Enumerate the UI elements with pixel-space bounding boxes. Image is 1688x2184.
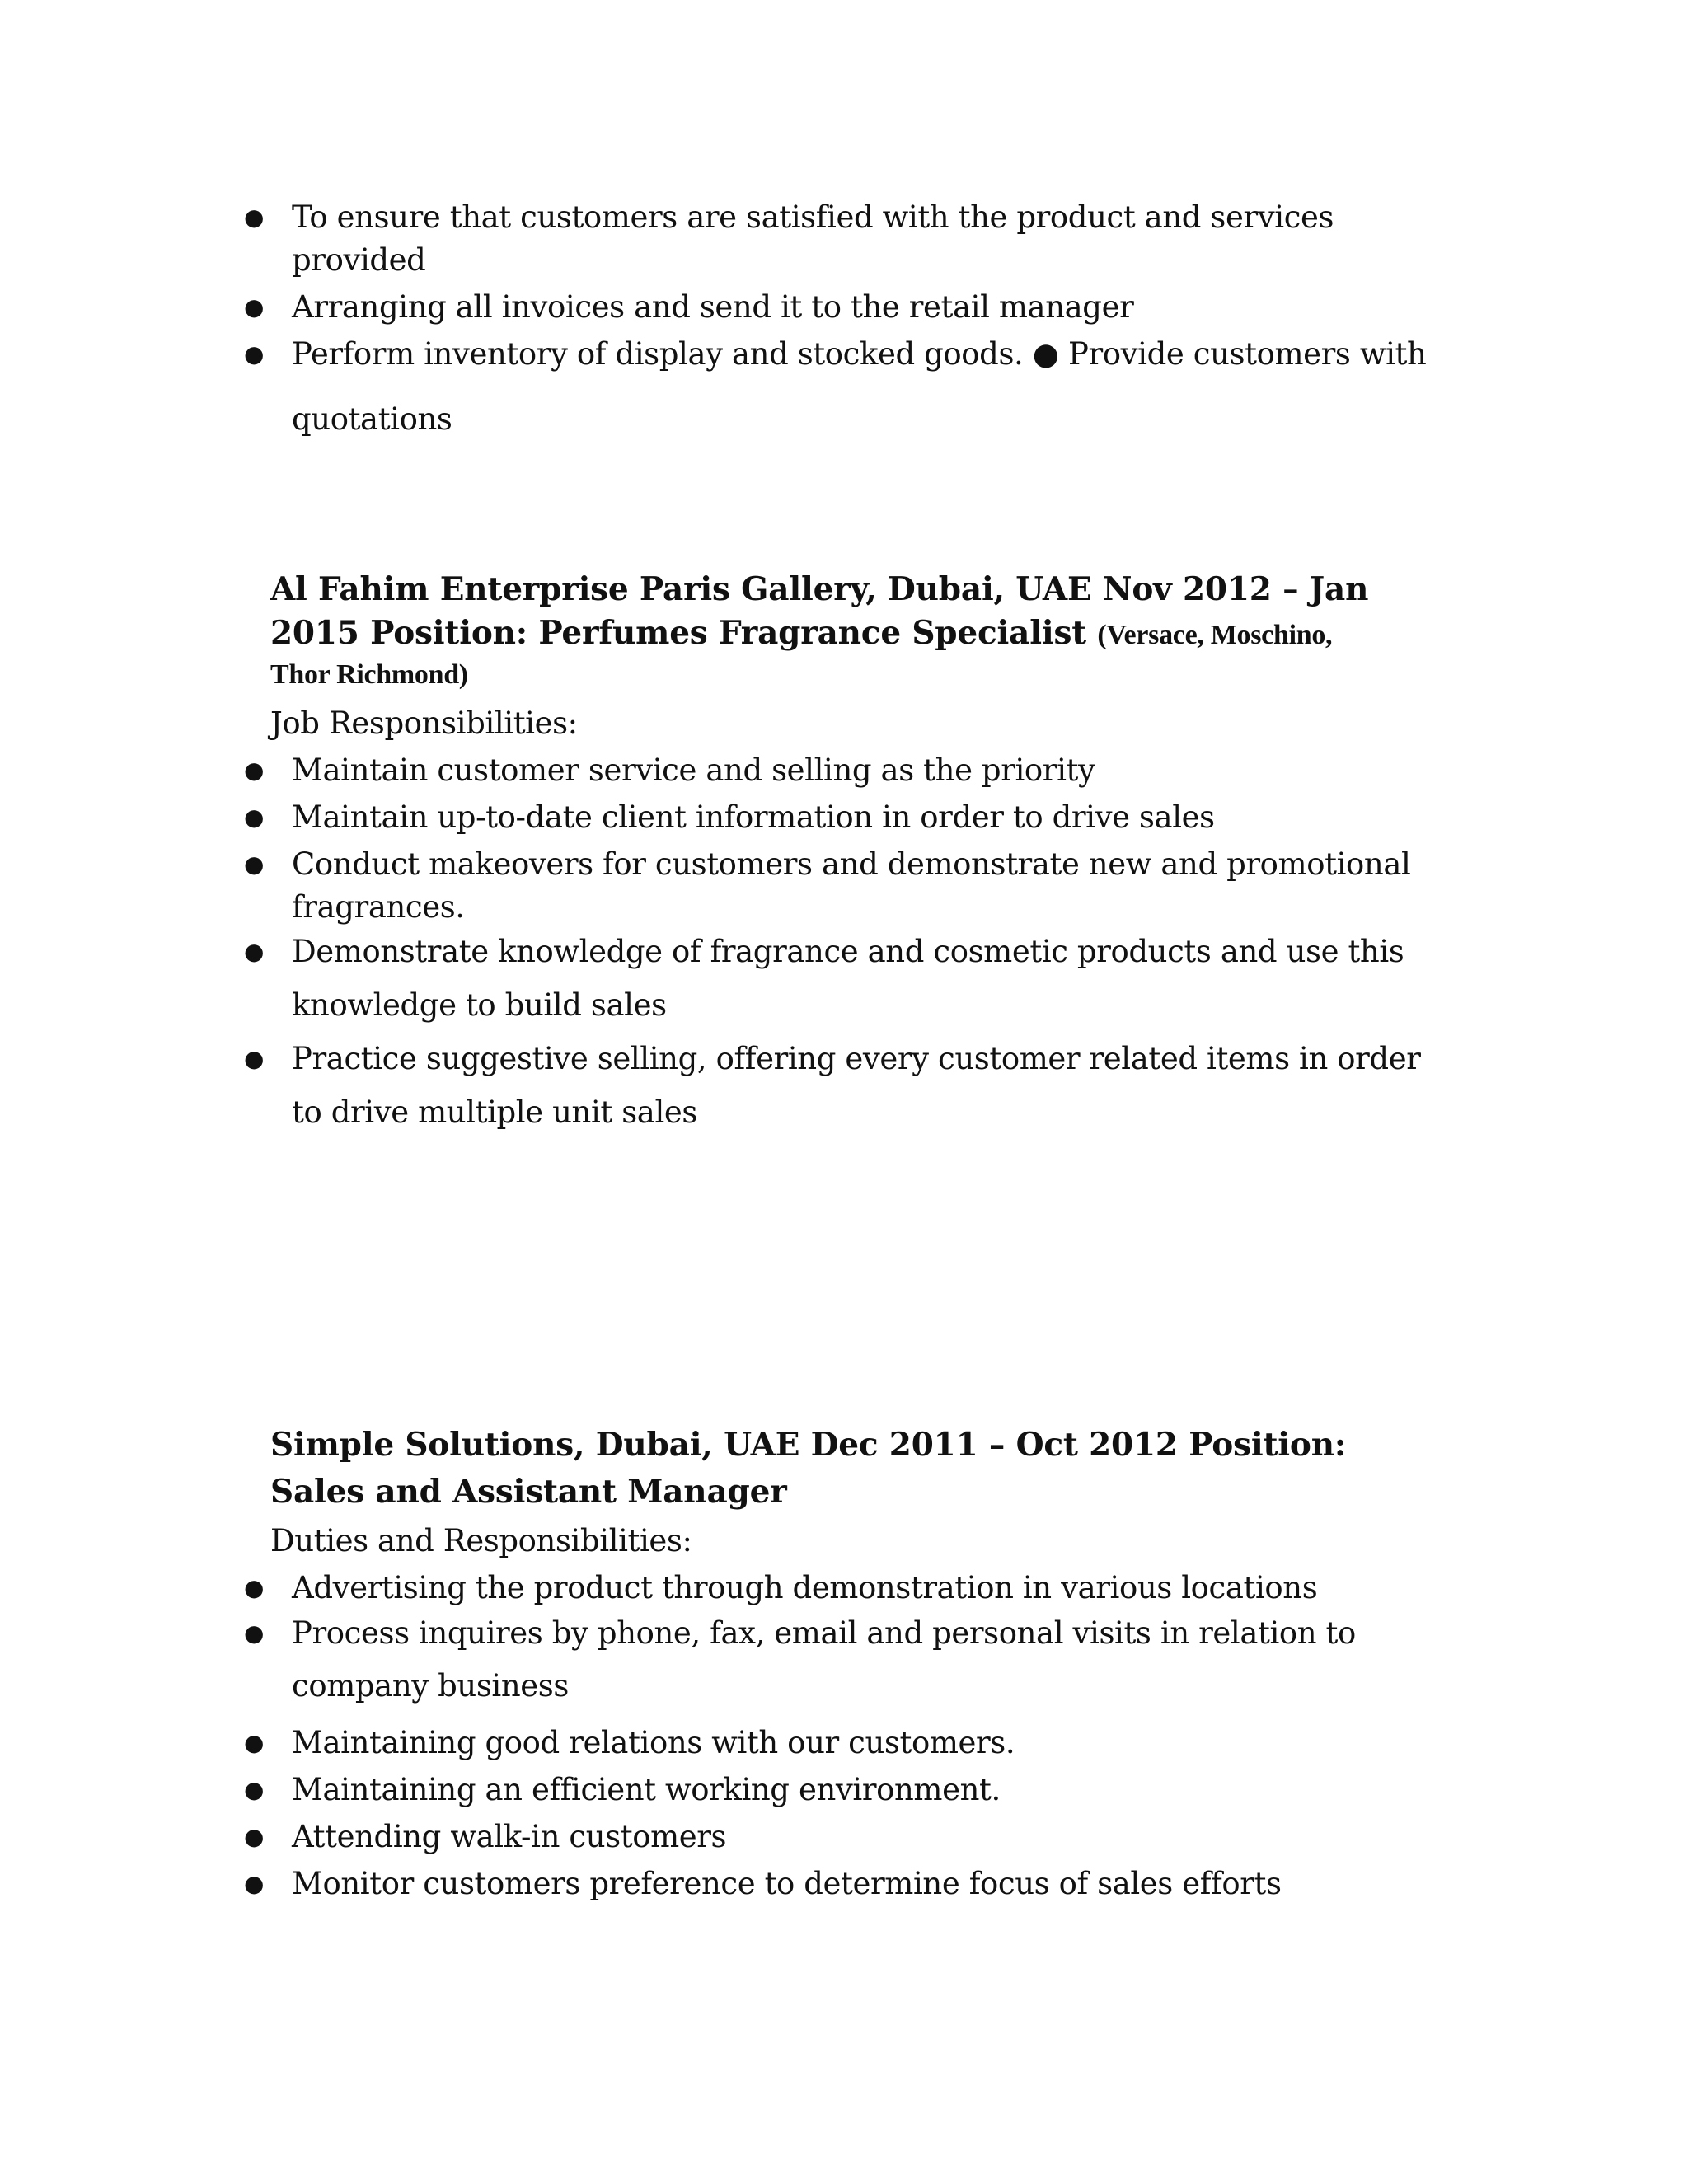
job1-heading-line3: Thor Richmond) — [270, 659, 468, 690]
bullet-marker: ● — [244, 1870, 265, 1897]
list-item-line: company business — [292, 1668, 569, 1704]
list-item-line: Perform inventory of display and stocked goods. ● Provide customers with — [292, 336, 1427, 372]
bullet-marker: ● — [244, 293, 265, 321]
bullet-marker: ● — [244, 1729, 265, 1756]
bullet-marker: ● — [244, 340, 265, 368]
job1-heading-brands: (Versace, Moschino, — [1097, 620, 1333, 650]
list-item-line: fragrances. — [292, 889, 465, 925]
bullet-marker: ● — [244, 204, 265, 231]
bullet-marker: ● — [244, 1574, 265, 1601]
list-item-line: quotations — [292, 401, 452, 437]
job1-heading-line1: Al Fahim Enterprise Paris Gallery, Dubai, UAE Nov 2012 – Jan — [270, 570, 1369, 608]
list-item-line: Maintain customer service and selling as the priority — [292, 752, 1095, 788]
bullet-marker: ● — [244, 851, 265, 878]
bullet-marker: ● — [244, 1045, 265, 1072]
list-item-line: Attending walk-in customers — [292, 1819, 727, 1854]
job2-heading-line1: Simple Solutions, Dubai, UAE Dec 2011 – Oct 2012 Position: — [270, 1426, 1347, 1464]
bullet-marker: ● — [244, 1619, 265, 1647]
bullet-marker: ● — [244, 1776, 265, 1803]
list-item-line: Maintain up-to-date client information in order to drive sales — [292, 799, 1215, 835]
bullet-marker: ● — [244, 1823, 265, 1850]
list-item-line: Advertising the product through demonstration in various locations — [292, 1570, 1318, 1605]
list-item-line: Maintaining an efficient working environment. — [292, 1772, 1001, 1807]
bullet-marker: ● — [244, 757, 265, 784]
list-item-line: Maintaining good relations with our customers. — [292, 1725, 1015, 1760]
job2-duties-label: Duties and Responsibilities: — [270, 1523, 692, 1558]
list-item-line: Process inquires by phone, fax, email and personal visits in relation to — [292, 1615, 1356, 1651]
bullet-marker: ● — [244, 804, 265, 831]
job2-heading-line2: Sales and Assistant Manager — [270, 1473, 787, 1511]
list-item-line: To ensure that customers are satisfied with the product and services — [292, 199, 1334, 235]
list-item-line: Demonstrate knowledge of fragrance and cosmetic products and use this — [292, 934, 1404, 969]
list-item-line: to drive multiple unit sales — [292, 1094, 697, 1130]
job1-heading-line2 — [270, 614, 1332, 654]
list-item-line: Conduct makeovers for customers and demonstrate new and promotional — [292, 846, 1411, 882]
job1-heading-main: 2015 Position: Perfumes Fragrance Specialist — [270, 614, 1098, 652]
list-item-line: provided — [292, 242, 426, 278]
job1-responsibilities-label: Job Responsibilities: — [270, 705, 578, 741]
list-item-line: knowledge to build sales — [292, 987, 667, 1023]
list-item-line: Arranging all invoices and send it to the retail manager — [292, 289, 1134, 325]
list-item-line: Monitor customers preference to determine focus of sales efforts — [292, 1866, 1282, 1901]
bullet-marker: ● — [244, 938, 265, 965]
list-item-line: Practice suggestive selling, offering every customer related items in order — [292, 1041, 1421, 1076]
